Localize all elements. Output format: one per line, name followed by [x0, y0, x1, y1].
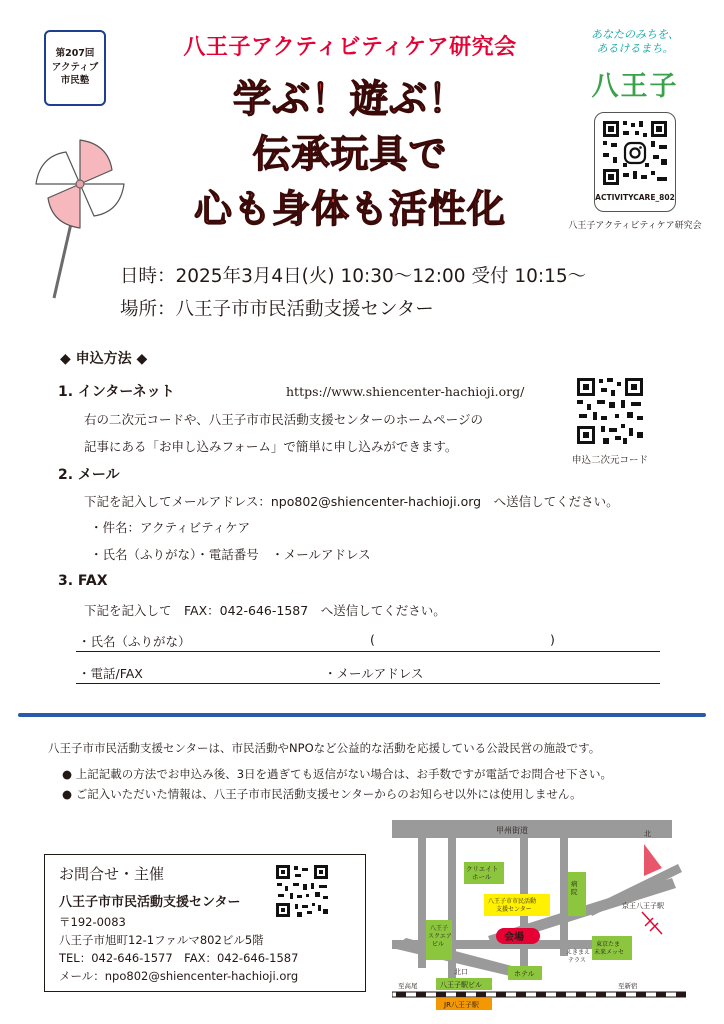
contact-org: 八王子市市民活動支援センター: [59, 895, 241, 910]
badge-line-1: 第207回: [55, 47, 95, 59]
fax-email-label: ・メールアドレス: [324, 666, 424, 681]
contact-postal: 〒192-0083: [59, 915, 126, 929]
map-label-eki-bldg: 八王子駅ビル: [440, 981, 482, 989]
fax-name-label: ・氏名（ふりがな）: [78, 634, 191, 649]
map-label-north: 北: [644, 830, 651, 838]
note-bullet-1: ● 上記記載の方法でお申込み後、3日を過ぎても返信がない場合は、お手数ですが電話でお問合せ下さい。: [62, 767, 613, 781]
map-road-koshu: [392, 820, 672, 838]
map-label-jr: JR八王子駅: [444, 1001, 479, 1009]
map-label-keio: 京王八王子駅: [622, 902, 664, 910]
map-label-clear-1: クリエイト: [466, 865, 499, 873]
headline-line-1: 学ぶ！遊ぶ！: [232, 77, 467, 121]
fax-title: 3. FAX: [58, 573, 108, 589]
instagram-caption: 八王子アクティビティケア研究会: [568, 221, 702, 231]
map-label-venue: 会場: [504, 932, 524, 943]
apply-qr-caption: 申込二次元コード: [571, 455, 648, 466]
event-date: 日時：2025年3月4日(火) 10:30〜12:00 受付 10:15〜: [120, 266, 587, 287]
map-label-hospital-2: 院: [571, 888, 578, 896]
contact-address: 八王子市旭町12-1ファルマ802ビル5階: [59, 933, 264, 947]
fax-phone-label: ・電話/FAX: [78, 666, 143, 681]
map-label-square-1: 八王子: [430, 925, 449, 932]
city-logo: 八王子: [591, 71, 679, 102]
internet-body-1: 右の二次元コードや、八王子市市民活動支援センターのホームページの: [84, 412, 484, 427]
badge-line-2: アクティブ: [51, 61, 99, 73]
tagline-line-2: あるけるまち。: [596, 42, 674, 56]
tagline-line-1: あなたのみちを、: [591, 28, 679, 41]
access-map: [392, 816, 686, 1012]
map-label-messe-2: 未来メッセ: [594, 949, 625, 956]
map-label-koshu: 甲州街道: [496, 826, 528, 835]
contact-email[interactable]: メール：npo802@shiencenter-hachioji.org: [59, 969, 299, 983]
instagram-handle: ACTIVITYCARE_802: [595, 193, 675, 202]
headline-line-3: 心も身体も活性化: [193, 187, 506, 231]
map-label-terrace-1: えきまえ: [566, 949, 591, 956]
map-label-clear-2: ホール: [472, 873, 492, 881]
badge-line-3: 市民塾: [60, 75, 90, 87]
mail-item-subject: ・件名：アクティビティケア: [90, 520, 251, 535]
map-label-terrace-2: テラス: [568, 957, 586, 964]
session-badge: [44, 30, 106, 106]
map-label-takao: 至高尾: [398, 982, 418, 990]
map-label-hotel: ホテル: [514, 970, 535, 978]
note-bullet-2: ● ご記入いただいた情報は、八王子市市民活動支援センターからのお知らせ以外には使用しません。: [62, 787, 582, 801]
internet-title: 1. インターネット: [58, 384, 175, 400]
apply-url-link[interactable]: https://www.shiencenter-hachioji.org/: [286, 384, 525, 399]
fax-contact-field[interactable]: [76, 664, 660, 684]
map-label-shinjuku: 至新宿: [618, 982, 638, 990]
map-label-square-3: ビル: [432, 941, 445, 948]
map-messe: [592, 936, 632, 960]
mail-body: 下記を記入してメールアドレス：npo802@shiencenter-hachioji.org へ送信してください。: [84, 494, 619, 509]
fax-name-field[interactable]: [76, 632, 660, 652]
mail-item-fields: ・氏名（ふりがな）・電話番号 ・メールアドレス: [90, 547, 371, 562]
map-label-center-1: 八王子市市民活動: [488, 898, 537, 905]
map-label-square-2: スクエア: [428, 933, 452, 940]
center-intro: 八王子市市民活動支援センターは、市民活動やNPOなど公益的な活動を応援している公設民営の施設です。: [48, 741, 601, 755]
contact-tel-fax: TEL：042-646-1577 FAX：042-646-1587: [59, 951, 299, 965]
apply-qr-code[interactable]: [575, 376, 645, 446]
mail-title: 2. メール: [58, 467, 120, 483]
map-label-hospital-1: 病: [571, 880, 578, 888]
map-label-kitaguchi: 北口: [454, 968, 468, 976]
apply-heading: ◆ 申込方法 ◆: [60, 351, 148, 367]
svg-text:病院: [571, 879, 578, 896]
contact-qr-code[interactable]: [275, 864, 329, 918]
instagram-qr-card[interactable]: [594, 112, 676, 212]
map-label-center-2: 支援センター: [496, 906, 532, 913]
paren-close: ): [550, 632, 555, 647]
headline-line-2: 伝承玩具で: [252, 132, 448, 176]
city-logo-tagline: [575, 28, 695, 57]
organizer-title: 八王子アクティビティケア研究会: [183, 35, 517, 60]
internet-body-2: 記事にある「お申し込みフォーム」で簡単に申し込みができます。: [84, 439, 458, 454]
paren-open: (: [370, 632, 375, 647]
map-label-messe-1: 東京たま: [596, 941, 621, 948]
fax-body: 下記を記入して FAX：042-646-1587 へ送信してください。: [84, 603, 446, 618]
event-place: 場所：八王子市市民活動支援センター: [120, 299, 434, 320]
contact-heading: お問合せ・主催: [59, 865, 165, 883]
section-divider: [18, 713, 706, 717]
